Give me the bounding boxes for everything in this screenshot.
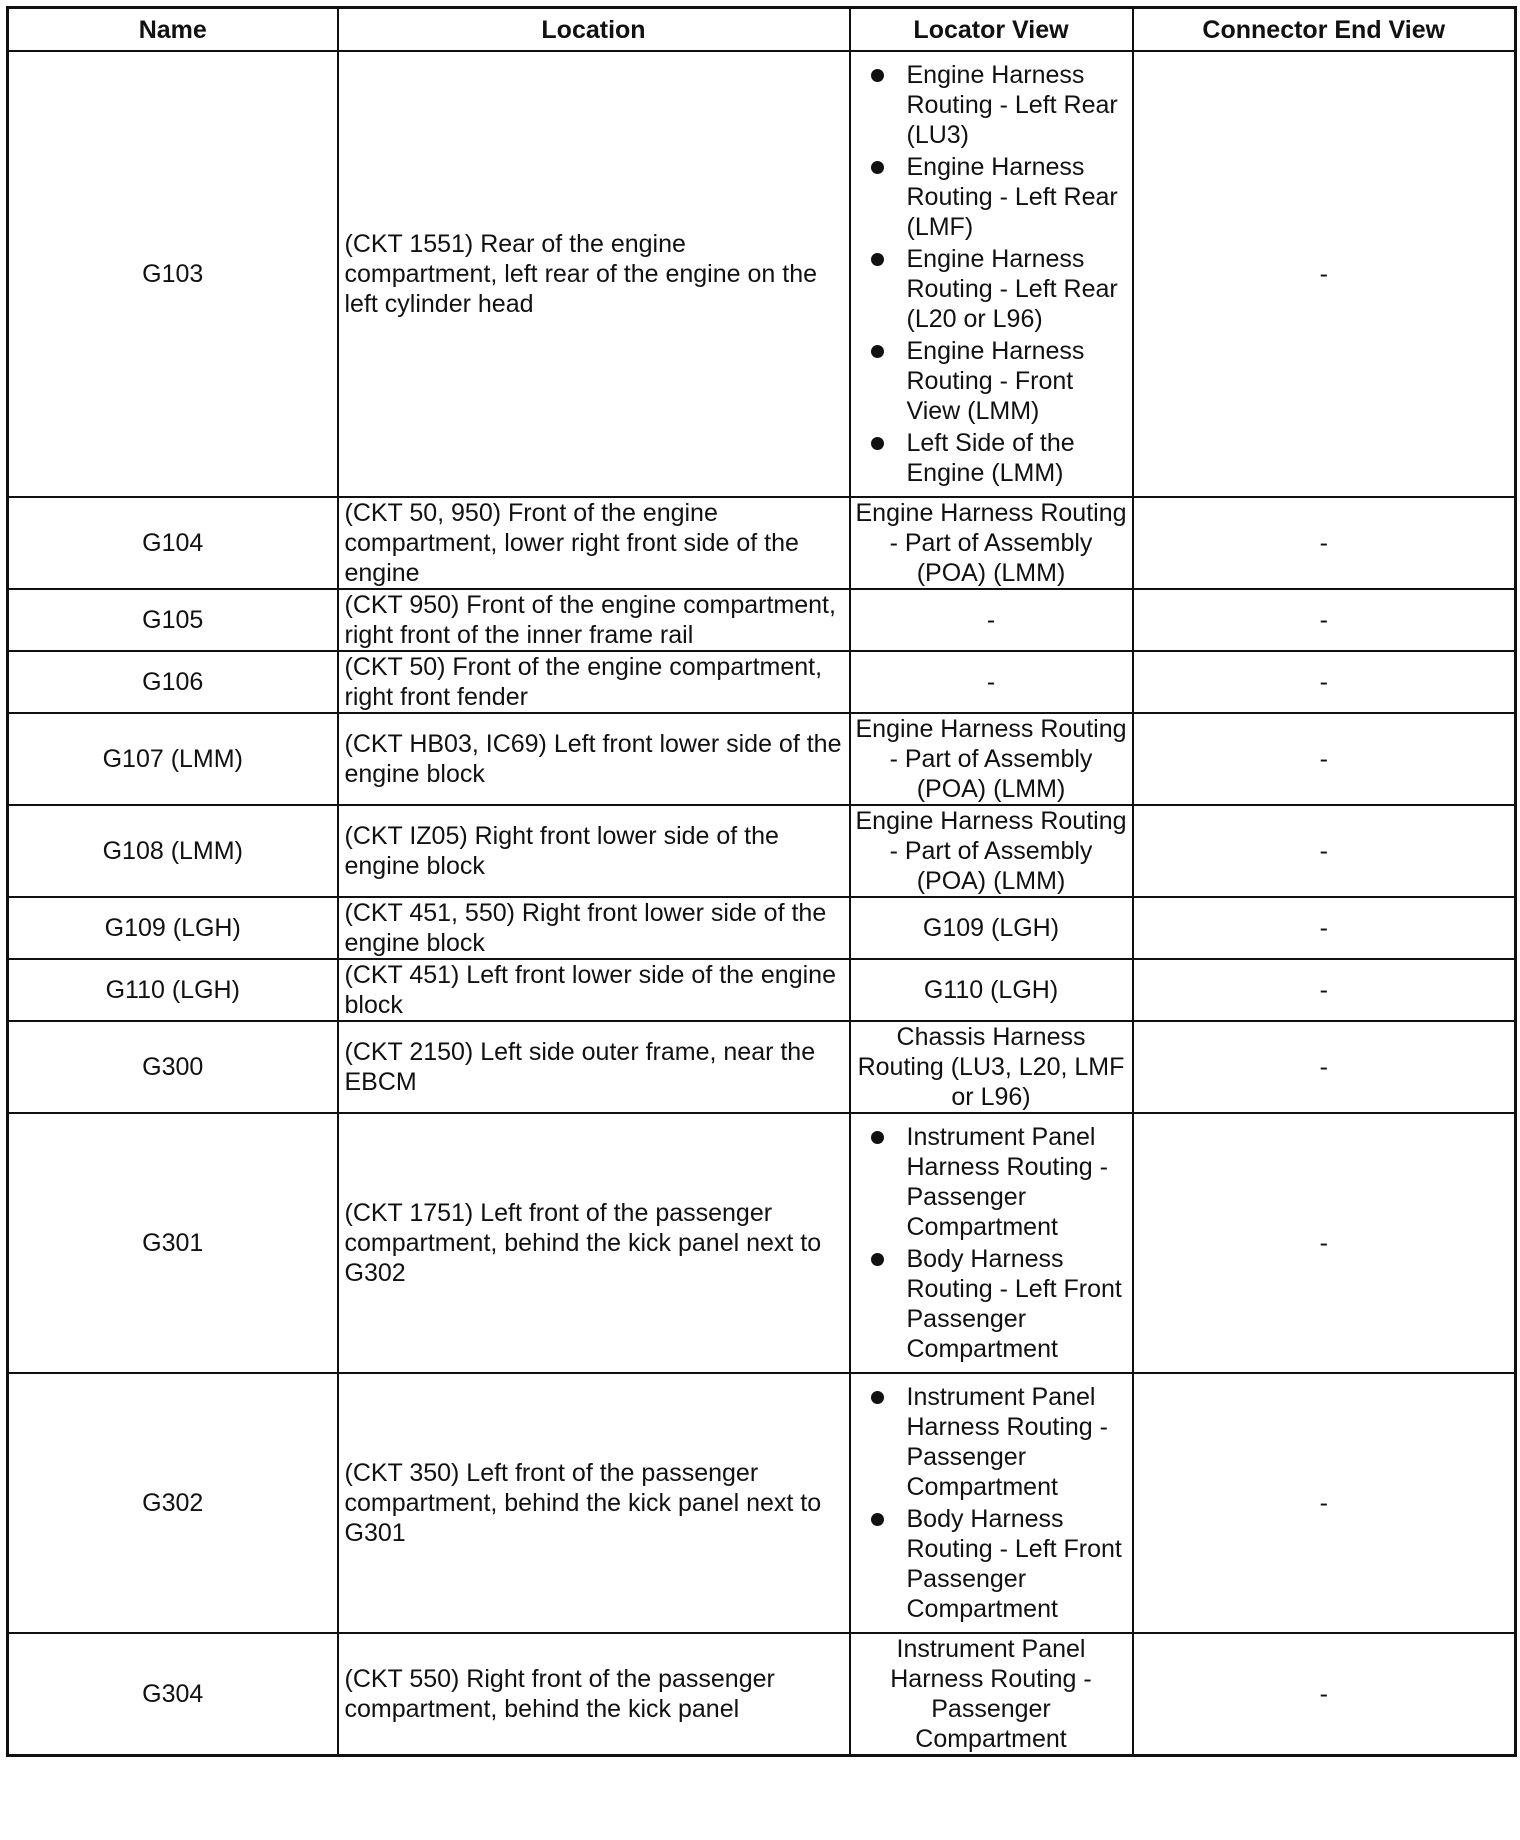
locator-view-cell: Engine Harness Routing - Part of Assembly (POA) (LMM) (850, 713, 1133, 805)
locator-view-item: Engine Harness Routing - Left Rear (LU3) (871, 60, 1129, 150)
table-row (8, 1633, 1516, 1756)
table-row (8, 51, 1516, 497)
connector-end-view-cell: - (1133, 497, 1516, 589)
column-header-connector-end-view: Connector End View (1133, 8, 1516, 52)
locator-view-item: Engine Harness Routing - Left Rear (L20 or L96) (871, 244, 1129, 334)
name-cell: G104 (8, 497, 338, 589)
name-cell: G106 (8, 651, 338, 713)
locator-view-item: Instrument Panel Harness Routing - Passenger Compartment (871, 1122, 1129, 1242)
locator-view-item: Left Side of the Engine (LMM) (871, 428, 1129, 488)
location-cell: (CKT 550) Right front of the passenger compartment, behind the kick panel (338, 1633, 850, 1756)
connector-end-view-cell: - (1133, 1373, 1516, 1633)
locator-view-item: Instrument Panel Harness Routing - Passenger Compartment (871, 1382, 1129, 1502)
table-row (8, 805, 1516, 897)
locator-view-cell: Instrument Panel Harness Routing - Passenger Compartment (850, 1633, 1133, 1756)
column-header-locator-view: Locator View (850, 8, 1133, 52)
table-body (8, 51, 1516, 1756)
locator-view-cell: Chassis Harness Routing (LU3, L20, LMF or L96) (850, 1021, 1133, 1113)
locator-view-cell: - (850, 589, 1133, 651)
connector-end-view-cell: - (1133, 713, 1516, 805)
table-row (8, 497, 1516, 589)
locator-view-item: Body Harness Routing - Left Front Passenger Compartment (871, 1504, 1129, 1624)
locator-view-list (871, 1382, 1129, 1624)
locator-view-cell: G110 (LGH) (850, 959, 1133, 1021)
name-cell: G304 (8, 1633, 338, 1756)
table-row (8, 1021, 1516, 1113)
locator-view-list (871, 1122, 1129, 1364)
location-cell: (CKT 1551) Rear of the engine compartment, left rear of the engine on the left cylinder head (338, 51, 850, 497)
connector-end-view-cell: - (1133, 1633, 1516, 1756)
connector-end-view-cell: - (1133, 589, 1516, 651)
locator-view-cell (850, 1373, 1133, 1633)
location-cell: (CKT HB03, IC69) Left front lower side of the engine block (338, 713, 850, 805)
table-row (8, 959, 1516, 1021)
location-cell: (CKT 451, 550) Right front lower side of the engine block (338, 897, 850, 959)
name-cell: G302 (8, 1373, 338, 1633)
connector-end-view-cell: - (1133, 805, 1516, 897)
name-cell: G105 (8, 589, 338, 651)
location-cell: (CKT 50) Front of the engine compartment, right front fender (338, 651, 850, 713)
connector-end-view-cell: - (1133, 651, 1516, 713)
connector-end-view-cell: - (1133, 51, 1516, 497)
table-row (8, 1373, 1516, 1633)
location-cell: (CKT 1751) Left front of the passenger compartment, behind the kick panel next to G302 (338, 1113, 850, 1373)
ground-locations-table (6, 6, 1517, 1757)
locator-view-cell: Engine Harness Routing - Part of Assembly (POA) (LMM) (850, 805, 1133, 897)
locator-view-cell: G109 (LGH) (850, 897, 1133, 959)
name-cell: G109 (LGH) (8, 897, 338, 959)
connector-end-view-cell: - (1133, 1113, 1516, 1373)
locator-view-cell (850, 51, 1133, 497)
locator-view-item: Body Harness Routing - Left Front Passenger Compartment (871, 1244, 1129, 1364)
location-cell: (CKT 451) Left front lower side of the engine block (338, 959, 850, 1021)
locator-view-item: Engine Harness Routing - Front View (LMM) (871, 336, 1129, 426)
locator-view-cell: - (850, 651, 1133, 713)
table-row (8, 1113, 1516, 1373)
locator-view-cell (850, 1113, 1133, 1373)
connector-end-view-cell: - (1133, 1021, 1516, 1113)
table-row (8, 589, 1516, 651)
connector-end-view-cell: - (1133, 959, 1516, 1021)
locator-view-item: Engine Harness Routing - Left Rear (LMF) (871, 152, 1129, 242)
column-header-location: Location (338, 8, 850, 52)
locator-view-cell: Engine Harness Routing - Part of Assembly (POA) (LMM) (850, 497, 1133, 589)
location-cell: (CKT 2150) Left side outer frame, near the EBCM (338, 1021, 850, 1113)
header-row (8, 8, 1516, 52)
name-cell: G107 (LMM) (8, 713, 338, 805)
location-cell: (CKT 50, 950) Front of the engine compartment, lower right front side of the engine (338, 497, 850, 589)
location-cell: (CKT 350) Left front of the passenger compartment, behind the kick panel next to G301 (338, 1373, 850, 1633)
name-cell: G301 (8, 1113, 338, 1373)
connector-end-view-cell: - (1133, 897, 1516, 959)
column-header-name: Name (8, 8, 338, 52)
table-row (8, 897, 1516, 959)
name-cell: G300 (8, 1021, 338, 1113)
name-cell: G110 (LGH) (8, 959, 338, 1021)
locator-view-list (871, 60, 1129, 488)
table-row (8, 713, 1516, 805)
name-cell: G103 (8, 51, 338, 497)
name-cell: G108 (LMM) (8, 805, 338, 897)
location-cell: (CKT IZ05) Right front lower side of the engine block (338, 805, 850, 897)
location-cell: (CKT 950) Front of the engine compartment, right front of the inner frame rail (338, 589, 850, 651)
table-row (8, 651, 1516, 713)
